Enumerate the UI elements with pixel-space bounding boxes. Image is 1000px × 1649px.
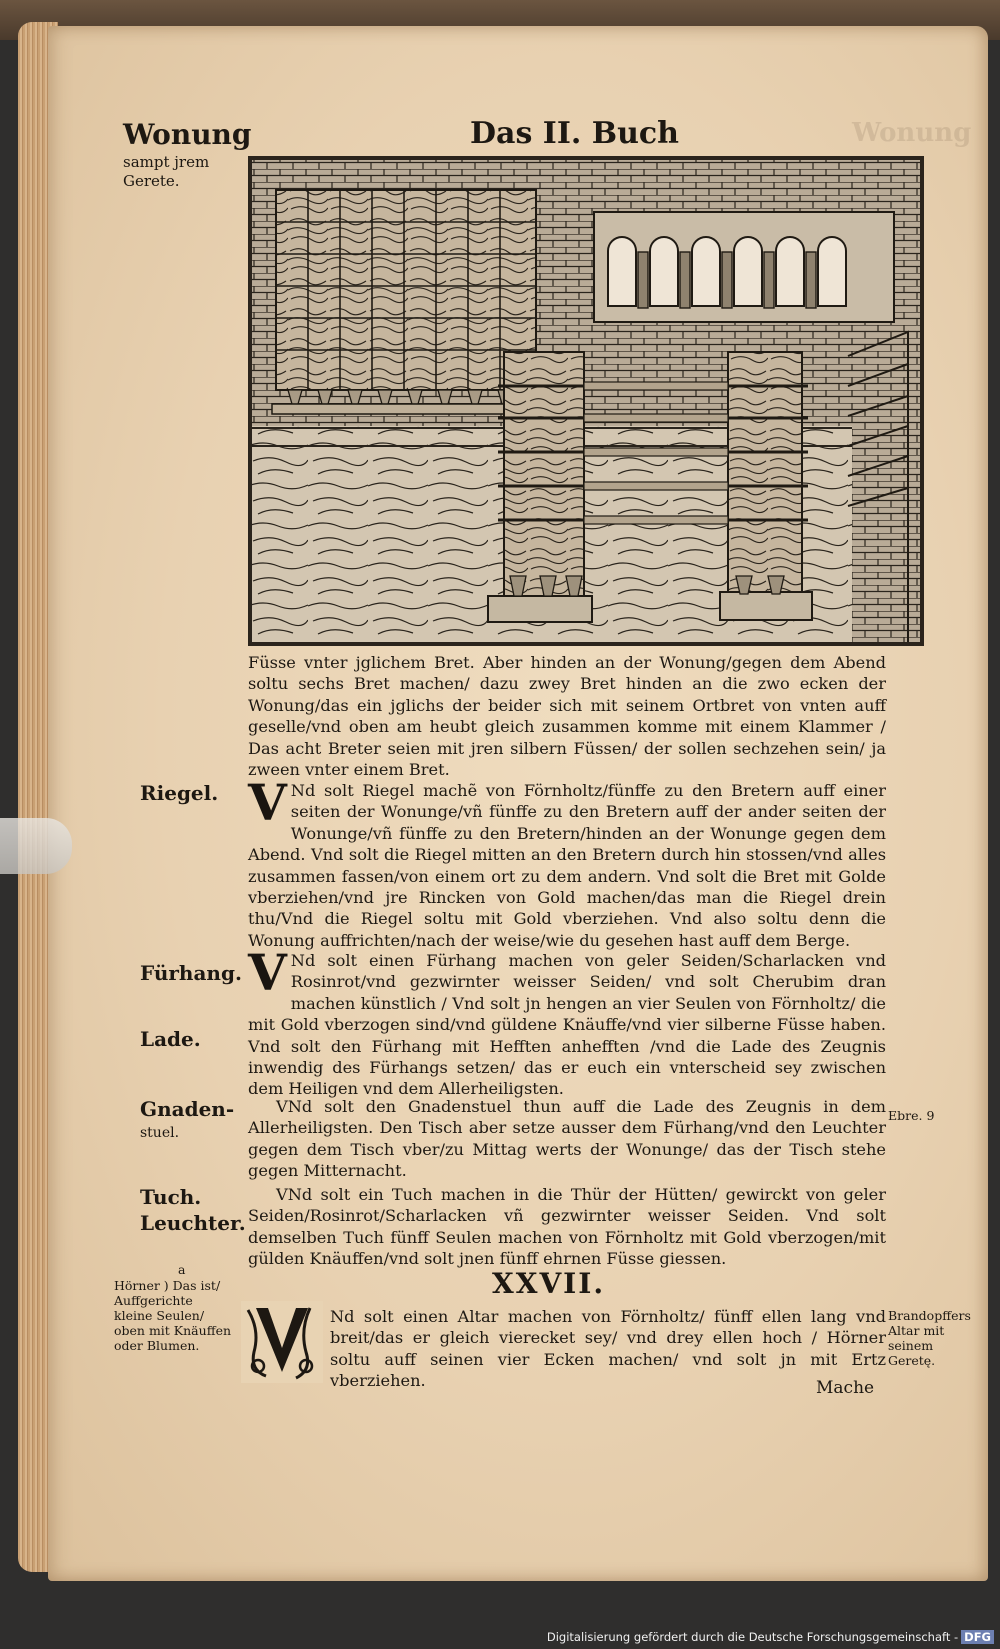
digitization-credit [545, 1629, 996, 1645]
margin-note-leuchter: Leuchter. [140, 1211, 246, 1235]
ornamental-initial-v [240, 1300, 324, 1384]
credit-text: Digitalisierung gefördert durch die Deutsche Forschungsgemeinschaft - [546, 1630, 959, 1644]
margin-note-stuel: stuel. [140, 1125, 180, 1141]
catchword: Mache [816, 1378, 875, 1398]
margin-note-ebre: Ebre. 9 [888, 1108, 935, 1123]
paragraph-3 [248, 943, 886, 1100]
margin-note-riegel: Riegel. [140, 781, 219, 805]
margin-note-hoerner: Hörner ) Das ist/ Auffgerichte kleine Seulen/ oben mit Knäuffen oder Blumen. [114, 1278, 232, 1353]
dfg-logo: DFG [961, 1630, 994, 1644]
bookmark-tab [0, 818, 72, 874]
paragraph-6: Nd solt einen Altar machen von Förnholtz/ fünff ellen lang vnd breit/das er gleich vierecket sey/ vnd drey ellen hoch / Hörner soltu auff seinen vier Ecken machen/ vnd solt jn mit Ertz vberziehen. [330, 1307, 886, 1391]
paragraph-2-text: Nd solt Riegel machẽ von Förnholtz/fünffe zu den Bretern auff einer seiten der Wonunge/vñ fünffe zu den Bretern auff der ander seiten der Wonunge/vñ fünffe zu den Bretern/hinden an der Wonunge gegen dem Abend. Vnd solt die Riegel mitten an den Bretern durch hin stossen/vnd alles zusammen fassen/von einem ort zu dem andern. Vnd solt die Bret mit Golde vberziehen/vnd jre Rincken von Gold machen/das man die Riegel drein thu/Vnd die Riegel soltu mit Gold vberziehen. Vnd also soltu denn die Wonung auffrichten/nach der weise/wie du gesehen hast auff dem Berge. [248, 781, 886, 950]
bleed-through-text: Wonung [852, 118, 972, 148]
margin-note-lade: Lade. [140, 1027, 201, 1051]
paragraph-3-text: Nd solt einen Fürhang machen von geler Seiden/Scharlacken vnd Rosinrot/vnd gezwirnter weisser Seiden/ vnd solt Cherubim dran machen künstlich / Vnd solt jn hengen an vier Seulen von Förnholtz/ die mit Gold vberzogen sind/vnd güldene Knäuffe/vnd vier silberne Füsse haben. Vnd solt den Fürhang mit Hefften anhefften /vnd die Lade des Zeugnis inwendig des Fürhangs setzen/ das er euch ein vnterscheid sey zwischen dem Heiligen vnd dem Allerheiligsten. [248, 951, 886, 1099]
paragraph-1: Füsse vnter jglichem Bret. Aber hinden an der Wonung/gegen dem Abend soltu sechs Bret machen/ dazu zwey Bret hinden an die zwo ecken der Wonung/das ein jglichs der beider sich mit seinem Ortbret von vnten auff geselle/vnd oben am heubt gleich zusammen komme mit einem Klammer / Das acht Breter seien mit jren silbern Füssen/ der sollen sechzehen sein/ ja zween vnter einem Bret. [248, 653, 886, 780]
margin-note-letter-a: a [178, 1262, 186, 1277]
running-head-left-sub: sampt jrem Gerete. [123, 153, 210, 190]
margin-note-tuch: Tuch. [140, 1185, 202, 1209]
chapter-number: XXVII. [492, 1267, 606, 1300]
paragraph-5: VNd solt ein Tuch machen in die Thür der Hütten/ gewirckt von geler Seiden/Rosinrot/Scharlacken vñ gezwirnter weisser Seiden. Vnd solt demselben Tuch fünff Seulen machen von Förnholtz mit Gold vberzogen/mit gülden Knäuffen/vnd solt jnen fünff ehrnen Füsse giessen. [248, 1185, 886, 1269]
drop-cap-v: V [248, 773, 287, 832]
drop-cap-v: V [248, 943, 287, 1002]
margin-note-brandopfer: Brandopffers Altar mit seinem Geretę. [888, 1308, 971, 1368]
margin-note-gnaden: Gnaden- [140, 1097, 235, 1121]
margin-note-fuerhang: Fürhang. [140, 961, 242, 985]
woodcut-illustration [248, 156, 924, 646]
paragraph-2 [248, 773, 886, 951]
running-head-center: Das II. Buch [470, 116, 679, 151]
running-head-left: Wonung [123, 118, 252, 151]
paragraph-4: VNd solt den Gnadenstuel thun auff die Lade des Zeugnis in dem Allerheiligsten. Den Tisch aber setze ausser dem Fürhang/vnd den Leuchter gegen dem Tisch vber/zu Mittag werts der Wonunge/ das der Tisch stehe gegen Mitternacht. [248, 1097, 886, 1181]
